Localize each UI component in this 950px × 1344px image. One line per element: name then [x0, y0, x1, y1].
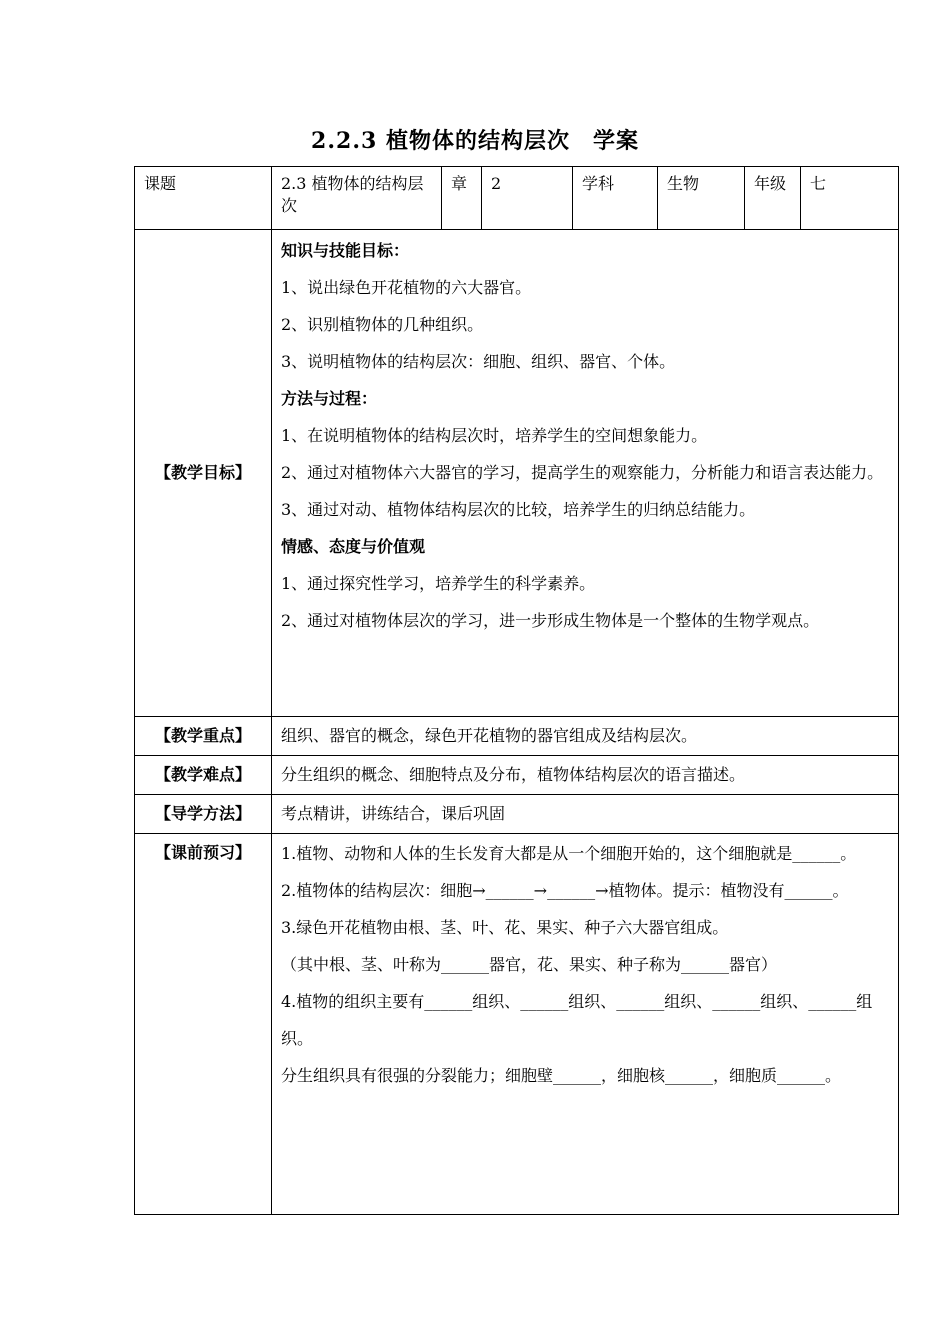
methods-label: 【导学方法】 — [135, 795, 272, 834]
grade-value: 七 — [801, 167, 899, 230]
preview-line: 3.绿色开花植物由根、茎、叶、花、果实、种子六大器官组成。 — [281, 918, 729, 937]
chapter-value: 2 — [482, 167, 573, 230]
grade-label: 年级 — [745, 167, 801, 230]
goals-line: 3、说明植物体的结构层次：细胞、组织、器官、个体。 — [281, 352, 676, 371]
goals-line: 3、通过对动、植物体结构层次的比较，培养学生的归纳总结能力。 — [281, 500, 756, 519]
key-points-label: 【教学重点】 — [135, 717, 272, 756]
key-points-text: 组织、器官的概念，绿色开花植物的器官组成及结构层次。 — [272, 717, 899, 756]
subject-label: 学科 — [573, 167, 658, 230]
goals-line: 2、识别植物体的几种组织。 — [281, 315, 484, 334]
preview-label: 【课前预习】 — [135, 834, 272, 1215]
preview-row — [135, 834, 899, 1215]
preview-line: 2.植物体的结构层次：细胞→______→______→植物体。提示：植物没有______。 — [281, 881, 849, 900]
key-points-row — [135, 717, 899, 756]
preview-line: 分生组织具有很强的分裂能力；细胞壁______，细胞核______，细胞质______。 — [281, 1066, 842, 1085]
difficulties-text: 分生组织的概念、细胞特点及分布，植物体结构层次的语言描述。 — [272, 756, 899, 795]
methods-text: 考点精讲，讲练结合，课后巩固 — [272, 795, 899, 834]
preview-line: 4.植物的组织主要有______组织、______组织、______组织、______组织、______组织。 — [281, 992, 873, 1048]
goals-line: 2、通过对植物体六大器官的学习，提高学生的观察能力，分析能力和语言表达能力。 — [281, 463, 884, 482]
goals-line: 1、在说明植物体的结构层次时，培养学生的空间想象能力。 — [281, 426, 708, 445]
goals-heading: 情感、态度与价值观 — [281, 537, 426, 556]
goals-heading: 方法与过程： — [281, 389, 378, 408]
page-title: 2.2.3 植物体的结构层次 学案 — [311, 128, 639, 154]
methods-row — [135, 795, 899, 834]
difficulties-row — [135, 756, 899, 795]
preview-line: （其中根、茎、叶称为______器官，花、果实、种子称为______器官） — [281, 955, 778, 974]
chapter-label: 章 — [442, 167, 482, 230]
goals-row — [135, 230, 899, 717]
topic-label: 课题 — [135, 167, 272, 230]
goals-content — [272, 230, 899, 717]
difficulties-label: 【教学难点】 — [135, 756, 272, 795]
goals-line: 2、通过对植物体层次的学习，进一步形成生物体是一个整体的生物学观点。 — [281, 611, 820, 630]
preview-line: 1.植物、动物和人体的生长发育大都是从一个细胞开始的，这个细胞就是______。 — [281, 844, 857, 863]
goals-heading: 知识与技能目标： — [281, 241, 410, 260]
goals-line: 1、说出绿色开花植物的六大器官。 — [281, 278, 532, 297]
preview-content — [272, 834, 899, 1215]
topic-value: 2.3 植物体的结构层次 — [272, 167, 442, 230]
header-row — [135, 167, 899, 230]
lesson-plan-table — [134, 166, 899, 1215]
subject-value: 生物 — [658, 167, 745, 230]
goals-line: 1、通过探究性学习，培养学生的科学素养。 — [281, 574, 596, 593]
goals-label: 【教学目标】 — [135, 230, 272, 717]
